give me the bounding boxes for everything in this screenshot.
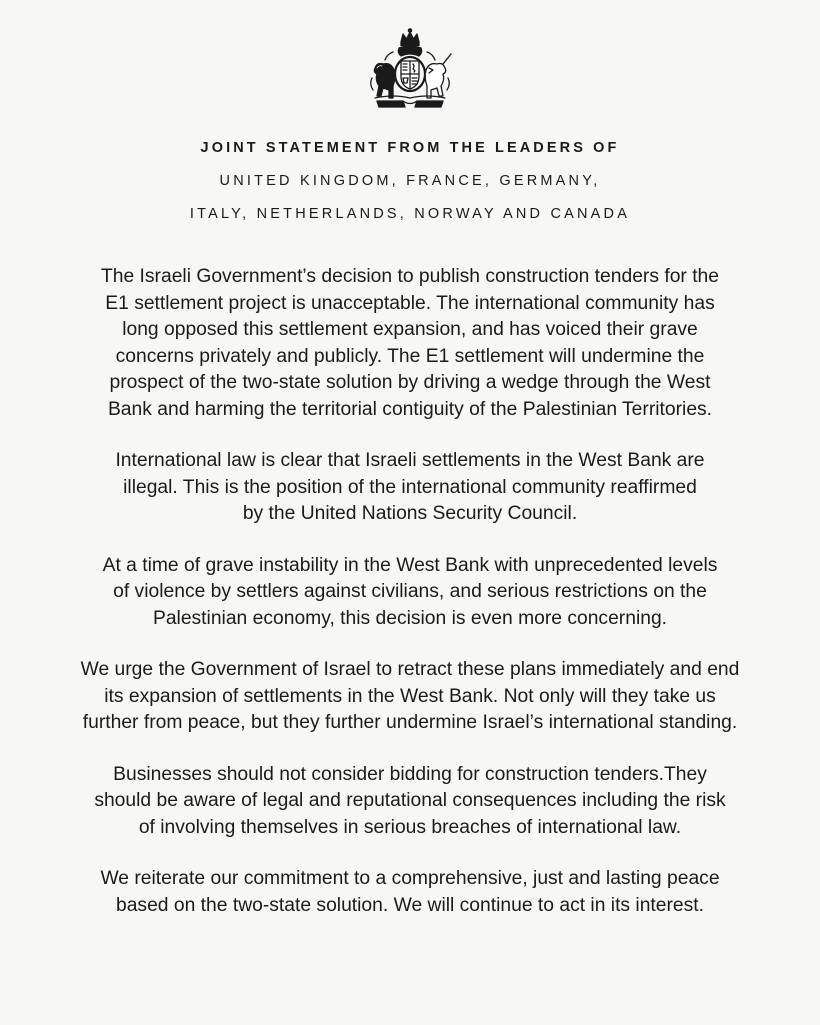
paragraph-businesses [40,762,780,842]
text-line: E1 settlement project is unacceptable. The international community has [105,292,715,314]
paragraph-commitment [40,866,780,919]
text-line: The Israeli Government’s decision to publish construction tenders for the [100,266,720,287]
text-line: We reiterate our commitment to a comprehensive, just and lasting peace [100,868,720,889]
heading-countries-line-1: UNITED KINGDOM, FRANCE, GERMANY, [219,173,601,189]
text-line: of involving themselves in serious breaches of international law. [138,816,682,838]
royal-coat-of-arms-icon [363,28,457,112]
text-line: We urge the Government of Israel to retract these plans immediately and end [80,659,740,680]
statement-heading [0,138,820,237]
text-line: concerns privately and publicly. The E1 settlement will undermine the [115,345,705,367]
paragraph-international-law [40,448,780,528]
text-line: further from peace, but they further undermine Israel’s international standing. [82,712,738,733]
text-line: International law is clear that Israeli settlements in the West Bank are [115,450,705,471]
text-line: Businesses should not consider bidding for construction tenders.They [113,763,707,785]
heading-countries-line-2: ITALY, NETHERLANDS, NORWAY AND CANADA [189,206,631,222]
paragraph-urge-retract [40,657,780,737]
text-line: Bank and harming the territorial contiguity of the Palestinian Territories. [107,398,713,420]
statement-body [40,264,780,944]
heading-title: JOINT STATEMENT FROM THE LEADERS OF [200,140,620,156]
paragraph-e1-settlement [40,264,780,423]
text-line: prospect of the two-state solution by driving a wedge through the West [109,372,711,393]
text-line: should be aware of legal and reputational consequences including the risk [94,790,726,811]
paragraph-instability [40,553,780,633]
text-line: by the United Nations Security Council. [242,503,578,524]
text-line: illegal. This is the position of the international community reaffirmed [123,476,697,498]
text-line: Palestinian economy, this decision is even more concerning. [152,607,668,629]
text-line: At a time of grave instability in the West Bank with unprecedented levels [102,554,718,576]
text-line: of violence by settlers against civilians, and serious restrictions on the [113,581,707,602]
text-line: based on the two-state solution. We will continue to act in its interest. [115,894,705,916]
text-line: long opposed this settlement expansion, and has voiced their grave [122,319,698,340]
text-line: its expansion of settlements in the West Bank. Not only will they take us [104,685,716,707]
